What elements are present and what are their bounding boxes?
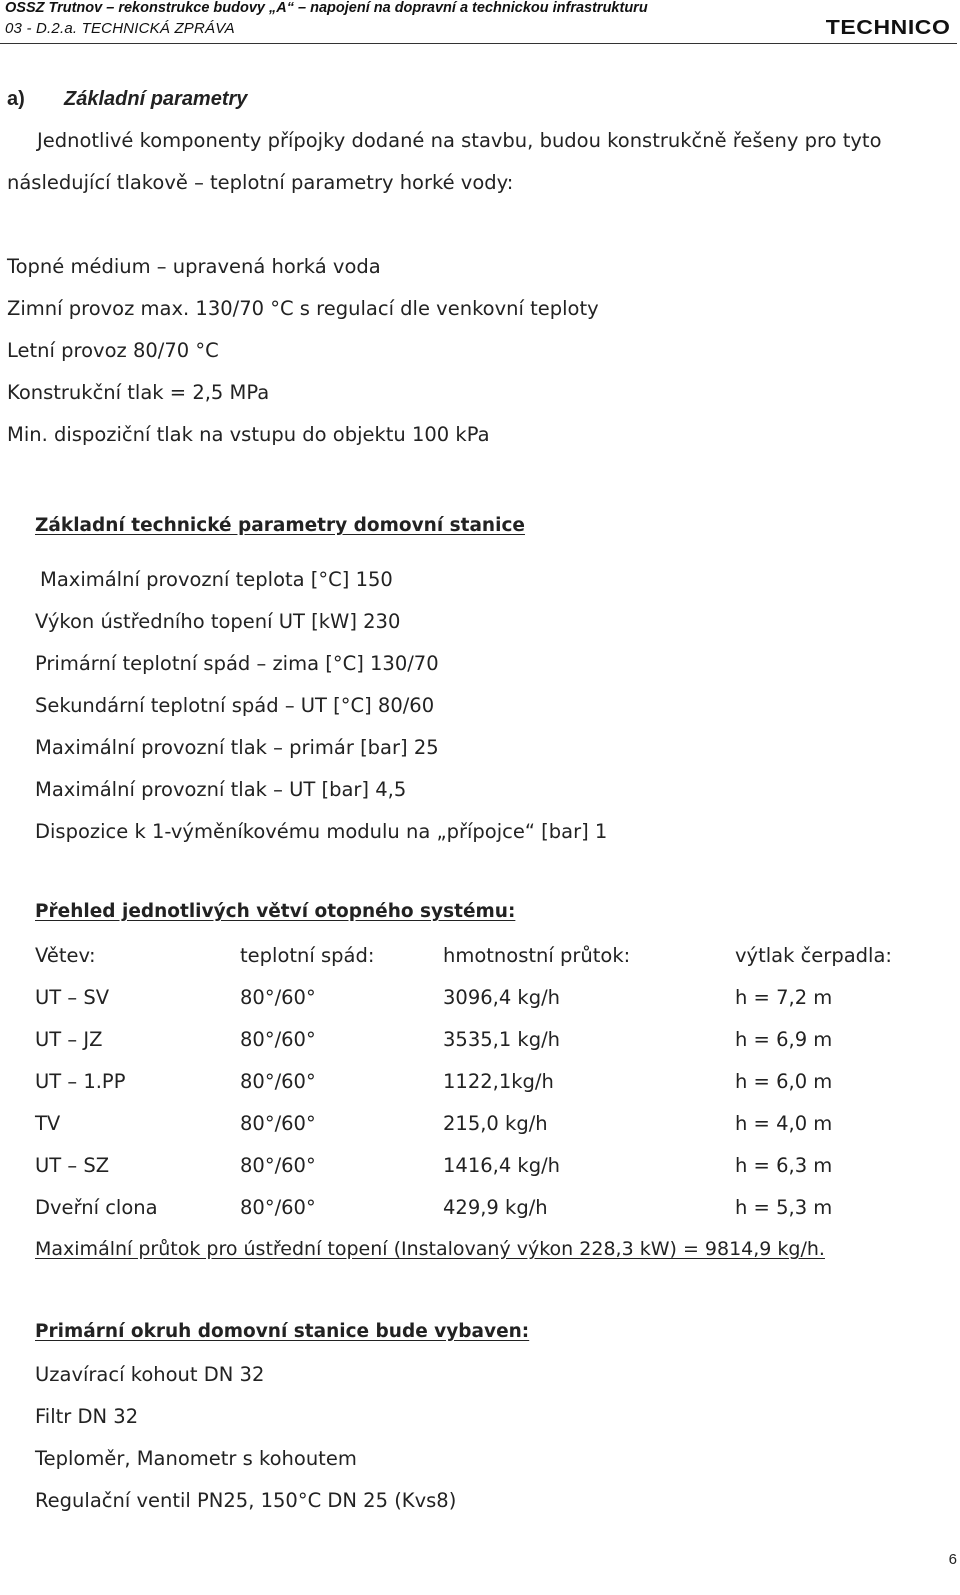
station-param: Maximální provozní tlak – primár [bar] 25 [35,736,439,759]
company-logo: TECHNICO [825,17,950,39]
table-cell: UT – SV [35,986,110,1009]
table-cell: 1122,1kg/h [443,1070,554,1093]
table-cell: UT – 1.PP [35,1070,126,1093]
table-cell: 3535,1 kg/h [443,1028,561,1051]
table-cell: h = 6,3 m [735,1154,833,1177]
table-cell: 1416,4 kg/h [443,1154,561,1177]
table-cell: UT – SZ [35,1154,110,1177]
table-cell: h = 5,3 m [735,1196,833,1219]
station-param: Sekundární teplotní spád – UT [°C] 80/60 [35,694,435,717]
column-header: Větev: [35,944,96,967]
table-cell: 80°/60° [240,1154,316,1177]
param-line: Min. dispoziční tlak na vstupu do objektu 100 kPa [7,423,490,446]
table-cell: h = 7,2 m [735,986,833,1009]
table-cell: 80°/60° [240,986,316,1009]
table-cell: Dveřní clona [35,1196,158,1219]
page-number: 6 [948,1551,957,1568]
param-line: Letní provoz 80/70 °C [7,339,219,362]
station-param: Maximální provozní tlak – UT [bar] 4,5 [35,778,407,801]
table-cell: h = 6,0 m [735,1070,833,1093]
station-heading: Základní technické parametry domovní stanice [35,515,525,536]
primary-heading: Primární okruh domovní stanice bude vybaven: [35,1321,530,1342]
header-divider [0,43,957,44]
column-header: hmotnostní průtok: [443,944,631,967]
intro-paragraph-line-1: Jednotlivé komponenty přípojky dodané na stavbu, budou konstrukčně řešeny pro tyto [37,129,882,152]
primary-item: Teploměr, Manometr s kohoutem [35,1447,357,1470]
document-header-subtitle: 03 - D.2.a. TECHNICKÁ ZPRÁVA [5,20,235,37]
branches-heading: Přehled jednotlivých větví otopného systému: [35,901,516,922]
param-line: Topné médium – upravená horká voda [7,255,381,278]
section-label: a) [7,88,25,110]
station-param: Výkon ústředního topení UT [kW] 230 [35,610,401,633]
station-param: Dispozice k 1-výměníkovému modulu na „přípojce“ [bar] 1 [35,820,608,843]
primary-item: Filtr DN 32 [35,1405,139,1428]
station-param: Maximální provozní teplota [°C] 150 [40,568,393,591]
param-line: Konstrukční tlak = 2,5 MPa [7,381,270,404]
table-cell: UT – JZ [35,1028,103,1051]
primary-item: Regulační ventil PN25, 150°C DN 25 (Kvs8) [35,1489,457,1512]
document-header-title: OSSZ Trutnov – rekonstrukce budovy „A“ – napojení na dopravní a technickou infrastrukturu [5,0,648,16]
table-cell: 215,0 kg/h [443,1112,548,1135]
max-flow-summary: Maximální průtok pro ústřední topení (Instalovaný výkon 228,3 kW) = 9814,9 kg/h. [35,1238,825,1260]
table-cell: h = 6,9 m [735,1028,833,1051]
column-header: výtlak čerpadla: [735,944,892,967]
table-cell: h = 4,0 m [735,1112,833,1135]
primary-item: Uzavírací kohout DN 32 [35,1363,265,1386]
table-cell: 80°/60° [240,1112,316,1135]
param-line: Zimní provoz max. 130/70 °C s regulací dle venkovní teploty [7,297,599,320]
section-title: Základní parametry [64,88,248,110]
table-cell: 80°/60° [240,1028,316,1051]
intro-paragraph-line-2: následující tlakově – teplotní parametry horké vody: [7,171,514,194]
table-cell: 3096,4 kg/h [443,986,561,1009]
column-header: teplotní spád: [240,944,375,967]
station-param: Primární teplotní spád – zima [°C] 130/70 [35,652,439,675]
table-cell: 80°/60° [240,1070,316,1093]
table-cell: 429,9 kg/h [443,1196,548,1219]
table-cell: TV [35,1112,61,1135]
table-cell: 80°/60° [240,1196,316,1219]
